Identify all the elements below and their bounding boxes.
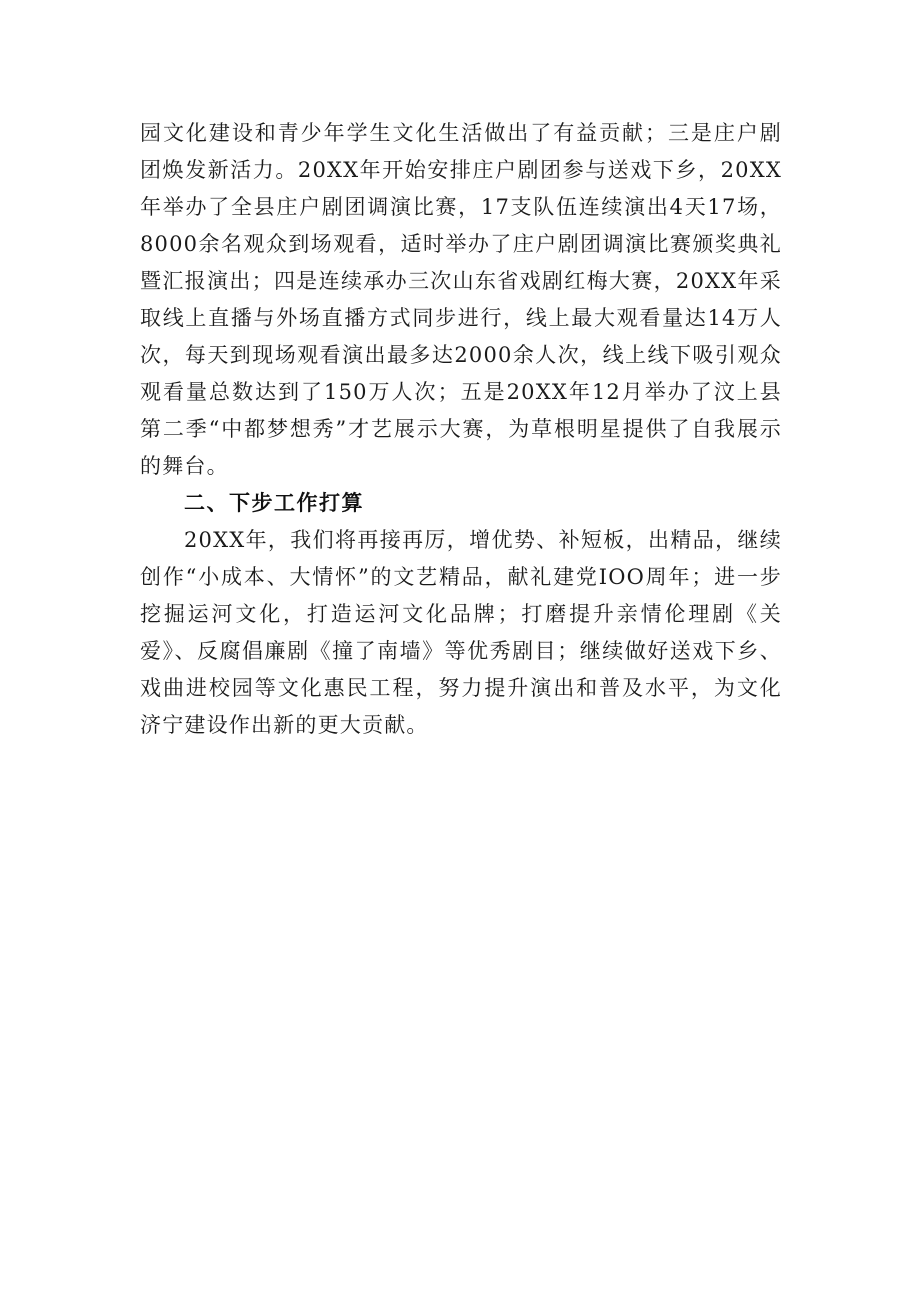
section-heading: 二、下步工作打算 <box>184 491 364 515</box>
body-paragraph-continued: 园文化建设和青少年学生文化生活做出了有益贡献；三是庄户剧团焕发新活力。20XX年开始安排庄户剧团参与送戏下乡，20XX年举办了全县庄户剧团调演比赛，17支队伍连续演出4天17场，8000余名观众到场观看，适时举办了庄户剧团调演比赛颁奖典礼暨汇报演出；四是连续承办三次山东省戏剧红梅大赛，20XX年采取线上直播与外场直播方式同步进行，线上最大观看量达14万人次，每天到现场观看演出最多达2000余人次，线上线下吸引观众观看量总数达到了150万人次；五是20XX年12月举办了汶上县第二季“中都梦想秀”才艺展示大赛，为草根明星提供了自我展示的舞台。 <box>140 121 782 478</box>
body-paragraph-plan: 20XX年，我们将再接再厉，增优势、补短板，出精品，继续创作“小成本、大情怀”的文艺精品，献礼建党IOO周年；进一步挖掘运河文化，打造运河文化品牌；打磨提升亲情伦理剧《关爱》、反腐倡廉剧《撞了南墙》等优秀剧目；继续做好送戏下乡、戏曲进校园等文化惠民工程，努力提升演出和普及水平，为文化济宁建设作出新的更大贡献。 <box>140 528 782 737</box>
document-body <box>140 115 782 744</box>
